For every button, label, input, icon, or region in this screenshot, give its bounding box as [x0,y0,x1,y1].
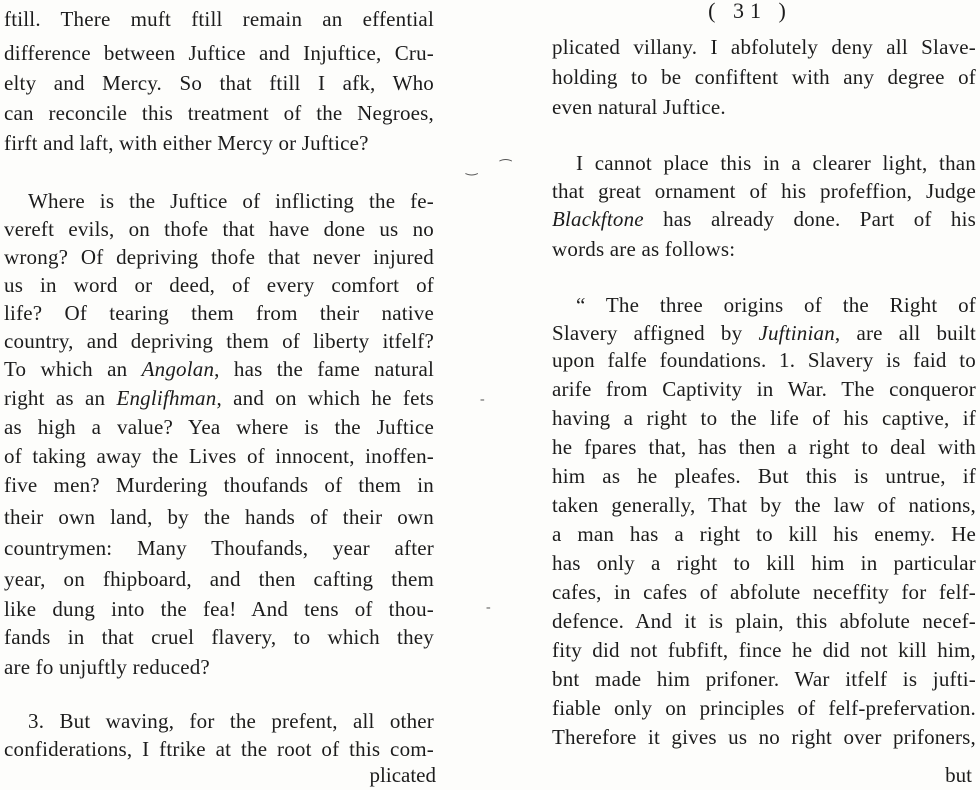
text-line: cafes, in cafes of abfolute neceffity for felf- [552,580,976,604]
text-line: confiderations, I ftrike at the root of this com- [4,737,434,761]
text-line: of taking away the Lives of innocent, inoffen- [4,444,434,468]
text-line: as high a value? Yea where is the Juftice [4,415,434,439]
text-line-with-italic: Slavery affigned by Juftinian, are all built [552,321,976,345]
text-line: year, on fhipboard, and then cafting them [4,567,434,591]
text-line: are fo unjuftly reduced? [4,655,210,679]
text-line: their own land, by the hands of their own [4,505,434,529]
text-line: 3. But waving, for the prefent, all other [28,709,434,733]
text-line: “ The three origins of the Right of [576,293,976,317]
text-line: him as he pleafes. But this is untrue, if [552,464,976,488]
text-line: us in word or deed, of every comfort of [4,273,434,297]
text-line: has only a right to kill him in particular [552,551,976,575]
text-line: difference between Juftice and Injuftice, Cru- [4,41,434,65]
text-line: holding to be confiftent with any degree of [552,65,976,89]
text-line: plicated villany. I abfolutely deny all Slave- [552,35,976,59]
text-line: life? Of tearing them from their native [4,301,434,325]
text-line: countrymen: Many Thoufands, year after [4,536,434,560]
text-line: elty and Mercy. So that ftill I afk, Who [4,71,434,95]
text-line: fands in that cruel flavery, to which they [4,625,434,649]
catchword: plicated [369,763,436,787]
text-line: fiable only on principles of felf-prefervation. [552,696,976,720]
text-line: taken generally, That by the law of nations, [552,493,976,517]
gutter-mark: - [486,600,491,615]
italic-term: Juftinian [758,321,835,345]
page-number: ( 31 ) [708,0,792,23]
text-line: even natural Juftice. [552,95,726,119]
gutter-mark: ⁀ [500,161,512,176]
text-line: defence. And it is plain, this abfolute necef- [552,609,976,633]
text-line: wrong? Of depriving thofe that never injured [4,245,434,269]
text-line: country, and depriving them of liberty itfelf? [4,329,434,353]
text-line: can reconcile this treatment of the Negroes, [4,101,434,125]
text-line: bnt made him prifoner. War itfelf is jufti- [552,667,976,691]
text-line-with-italic: Blackftone has already done. Part of his [552,207,976,231]
text-line: he fpares that, has then a right to deal with [552,435,976,459]
italic-term: Angolan [141,357,215,381]
text-line: that great ornament of his profeffion, Judge [552,179,976,203]
text-line: fity did not fubfift, fince he did not kill him, [552,638,976,662]
text-line: having a right to the life of his captive, if [552,406,976,430]
text-line-with-italic: To which an Angolan, has the fame natural [4,357,435,381]
catchword: but [945,763,972,787]
gutter-mark: - [480,392,485,407]
text-line: Therefore it gives us no right over prifoners, [552,725,976,749]
text-line: words are as follows: [552,237,736,261]
text-line: a man has a right to kill his enemy. He [552,522,976,546]
gutter-mark: ‿ [466,161,478,176]
text-line: like dung into the fea! And tens of thou- [4,597,434,621]
italic-term: Englifhman [116,386,217,410]
text-line: vereft evils, on thofe that have done us no [4,217,434,241]
text-line: five men? Murdering thoufands of them in [4,473,434,497]
text-line: I cannot place this in a clearer light, than [576,151,976,175]
text-line: upon falfe foundations. 1. Slavery is faid to [552,348,976,372]
right-page [540,0,980,788]
italic-term: Blackftone [552,207,644,231]
text-line: firft and laft, with either Mercy or Juftice? [4,131,369,155]
left-page [0,0,470,788]
text-line: arife from Captivity in War. The conqueror [552,377,976,401]
text-line-with-italic: right as an Englifhman, and on which he fets [4,386,434,410]
text-line: ftill. There muft ftill remain an effential [4,7,434,31]
text-line: Where is the Juftice of inflicting the fe- [28,189,434,213]
